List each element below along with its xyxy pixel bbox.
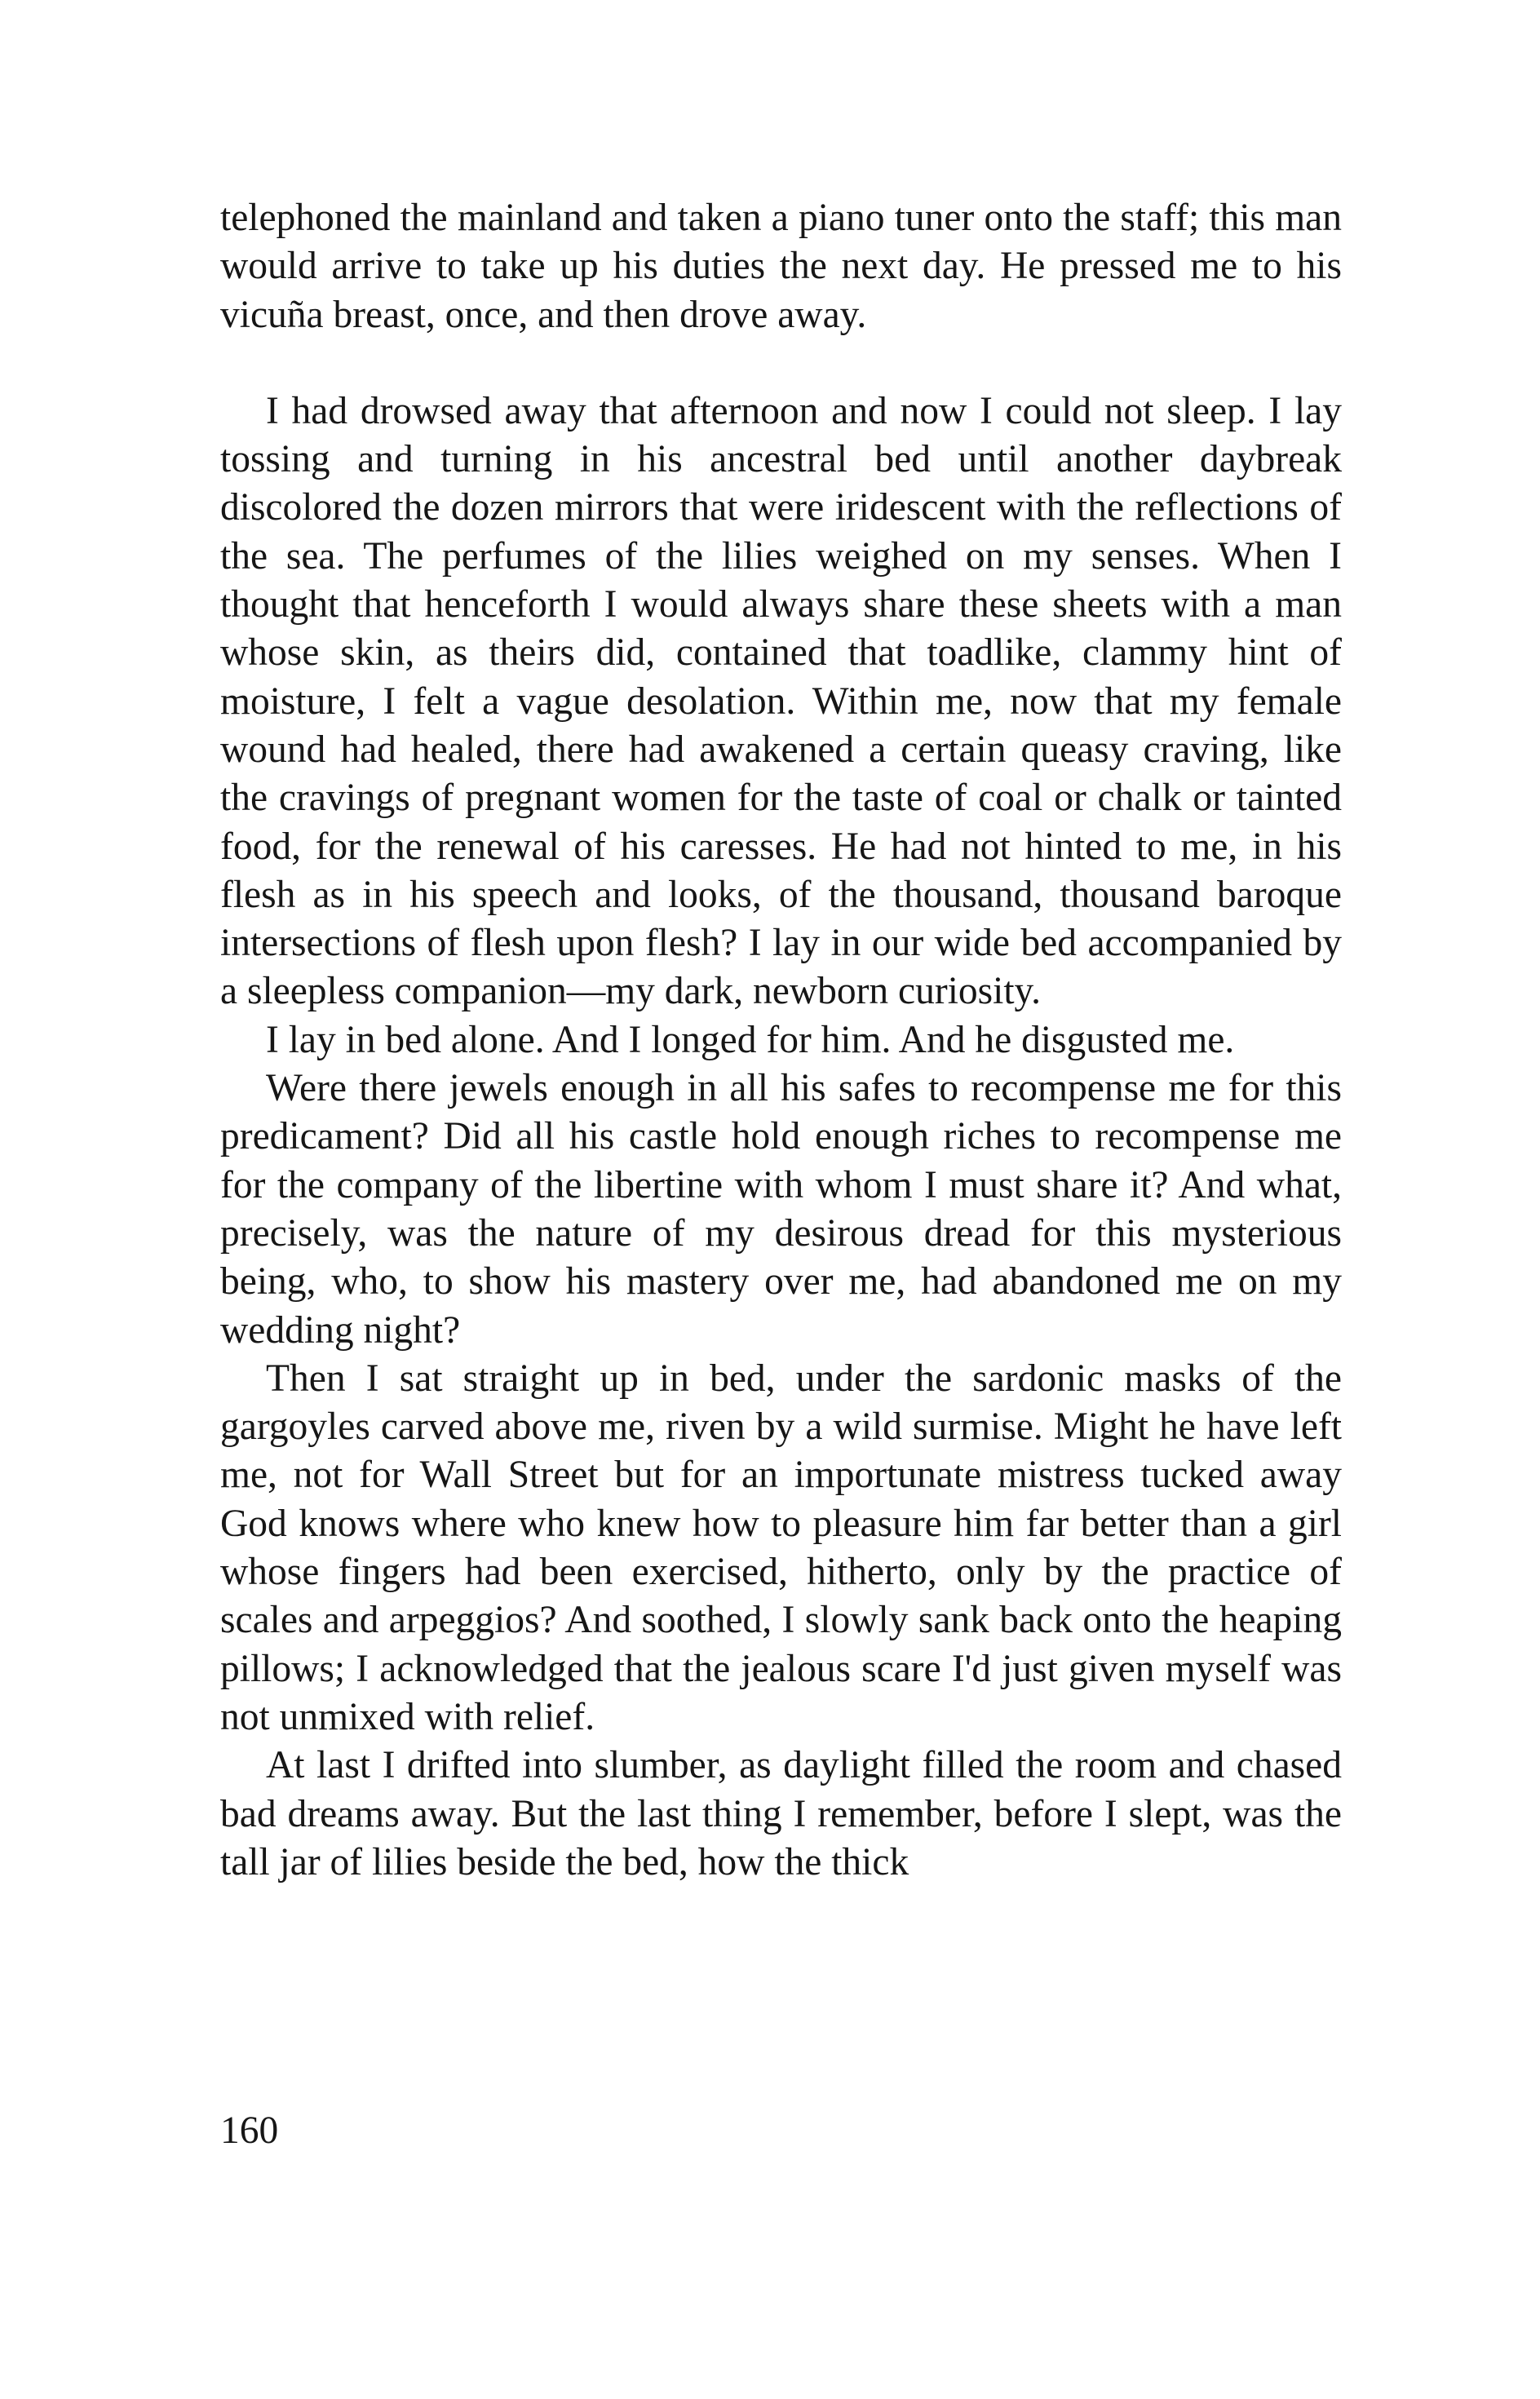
paragraph-4: Were there jewels enough in all his safes to recompense me for this predicament? Did all his castle hold enough riches to recompense me for the company of the libertine with whom I must share it? And what, precisely, was the nature of my desirous dread for this mysterious being, who, to show his mastery over me, had abandoned me on my wedding night? [220,1067,1342,1352]
paragraph-3: I lay in bed alone. And I longed for him. And he disgusted me. [266,1018,1235,1061]
paragraph-5: Then I sat straight up in bed, under the sardonic masks of the gargoyles carved above me, riven by a wild surmise. Might he have left me, not for Wall Street but for an importunate mistress tucked away God knows where who knew how to pleasure him far better than a girl whose fingers had been exercised, hitherto, only by the practice of scales and arpeggios? And soothed, I slowly sank back onto the heaping pillows; I acknowledged that the jealous scare I'd just given myself was not unmixed with relief. [220,1357,1342,1738]
paragraph-1: telephoned the mainland and taken a piano tuner onto the staff; this man would arrive to take up his duties the next day. He pressed me to his vicuña breast, once, and then drove away. [220,197,1342,336]
page-number: 160 [220,2109,279,2152]
paragraph-2: I had drowsed away that afternoon and now I could not sleep. I lay tossing and turning in his ancestral bed until another daybreak discolored the dozen mirrors that were iridescent with the reflections of the sea. The perfumes of the lilies weighed on my senses. When I thought that henceforth I would always share these sheets with a man whose skin, as theirs did, contained that toadlike, clammy hint of moisture, I felt a vague desolation. Within me, now that my female wound had healed, there had awakened a certain queasy craving, like the cravings of pregnant women for the taste of coal or chalk or tainted food, for the renewal of his caresses. He had not hinted to me, in his flesh as in his speech and looks, of the thousand, thousand baroque intersections of flesh upon flesh? I lay in our wide bed accompanied by a sleepless companion—my dark, newborn curiosity. [220,389,1342,1013]
paragraph-6: At last I drifted into slumber, as daylight filled the room and chased bad dreams away. But the last thing I remember, before I slept, was the tall jar of lilies beside the bed, how the thick [220,1744,1342,1883]
body-text [220,194,1342,1887]
